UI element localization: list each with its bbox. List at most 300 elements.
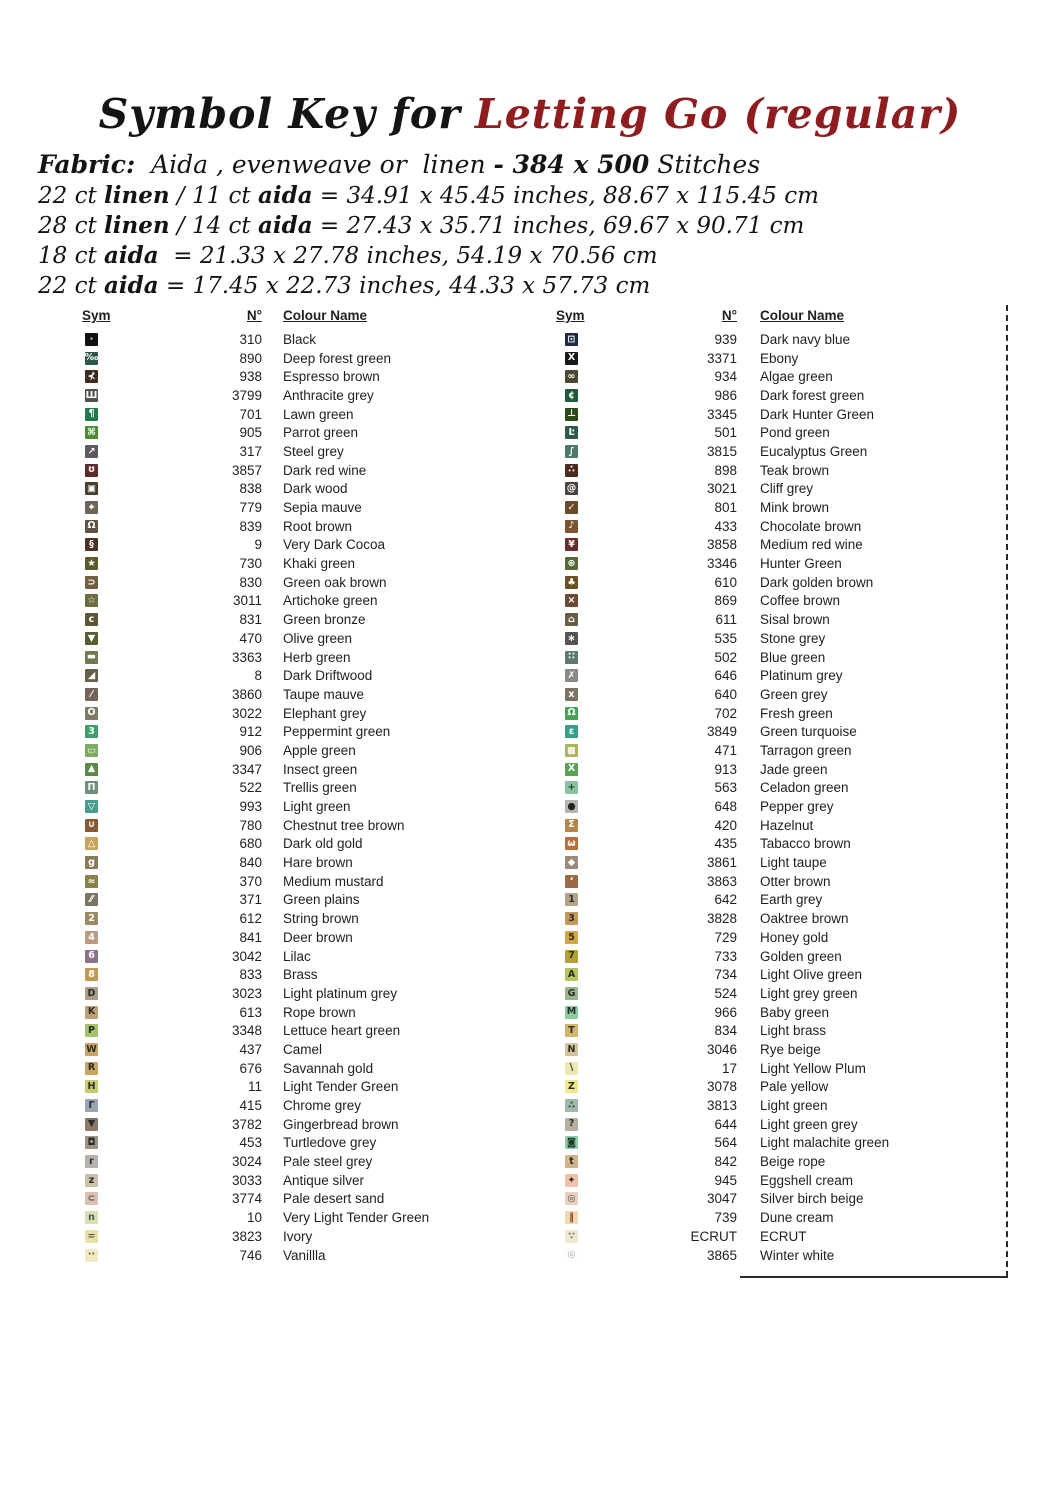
color-name: Dark Driftwood <box>283 668 373 684</box>
symbol-swatch: ∴ <box>565 1099 578 1112</box>
symbol-swatch: Ш <box>85 389 98 401</box>
floss-number: 3011 <box>232 593 262 609</box>
color-row <box>556 797 889 816</box>
color-row <box>556 610 889 629</box>
symbol-swatch: ‘ <box>565 875 578 888</box>
floss-number: 644 <box>714 1116 737 1132</box>
symbol-swatch: ‰ <box>85 352 98 364</box>
floss-number: 3861 <box>706 855 737 871</box>
color-name: Chocolate brown <box>760 518 862 534</box>
floss-number: 3346 <box>706 556 737 572</box>
color-row <box>82 330 429 349</box>
floss-number: 3828 <box>706 911 737 927</box>
symbol-swatch: Z <box>565 1080 578 1093</box>
color-name: Medium mustard <box>283 873 384 889</box>
color-name: Light taupe <box>760 855 827 871</box>
symbol-swatch: A <box>565 968 578 981</box>
color-row <box>556 461 889 480</box>
fabric-bold-text: aida <box>104 272 159 299</box>
color-row <box>82 741 429 760</box>
dashed-page-edge-line <box>1006 305 1008 1277</box>
floss-number: 3024 <box>231 1154 262 1170</box>
color-row <box>82 1190 429 1209</box>
color-row <box>82 1078 429 1097</box>
floss-number: 831 <box>239 612 262 628</box>
symbol-swatch: ⌖ <box>85 501 98 514</box>
color-row <box>82 1115 429 1134</box>
color-name: Dark wood <box>283 481 348 497</box>
color-name: Ebony <box>760 350 799 366</box>
color-row <box>556 1208 889 1227</box>
color-name: String brown <box>283 911 359 927</box>
color-name: Algae green <box>760 369 833 385</box>
floss-number: 3782 <box>231 1116 262 1132</box>
symbol-swatch: X <box>565 352 578 365</box>
color-name: Green plains <box>283 892 360 908</box>
color-row <box>82 648 429 667</box>
symbol-swatch: P <box>85 1024 98 1037</box>
floss-number: 834 <box>714 1023 737 1039</box>
color-row <box>82 685 429 704</box>
color-row <box>82 928 429 947</box>
floss-number: 912 <box>239 724 262 740</box>
color-row <box>82 872 429 891</box>
symbol-swatch: T <box>565 1024 578 1037</box>
symbol-swatch: ▬ <box>85 651 98 664</box>
color-row <box>556 423 889 442</box>
color-row <box>556 648 889 667</box>
color-row <box>556 685 889 704</box>
symbol-swatch: 2 <box>85 912 98 925</box>
color-row <box>556 1115 889 1134</box>
color-name: Pale steel grey <box>283 1154 373 1170</box>
color-row <box>82 405 429 424</box>
color-name: Dune cream <box>760 1210 834 1226</box>
color-row <box>82 629 429 648</box>
color-row <box>82 554 429 573</box>
symbol-swatch: ⊛ <box>565 557 578 570</box>
color-row <box>556 1021 889 1040</box>
symbol-swatch: Σ <box>565 819 578 832</box>
fabric-text: Aida , evenweave or linen <box>135 150 494 179</box>
symbol-swatch: X <box>565 763 578 776</box>
floss-number: 3858 <box>706 537 737 553</box>
color-name: Olive green <box>283 630 353 646</box>
color-row <box>82 1059 429 1078</box>
symbol-swatch: ■ <box>565 744 578 757</box>
color-row <box>82 816 429 835</box>
symbol-swatch: ∗ <box>565 632 578 645</box>
symbol-swatch: ω <box>565 837 578 850</box>
color-row <box>82 480 429 499</box>
title-pattern-name: Letting Go (regular) <box>474 90 962 138</box>
color-name: Teak brown <box>760 462 830 478</box>
color-name: Elephant grey <box>283 705 367 721</box>
floss-number: 501 <box>714 425 737 441</box>
color-row <box>556 1246 889 1265</box>
floss-number: 3849 <box>706 724 737 740</box>
color-name: Green bronze <box>283 612 366 628</box>
symbol-swatch: ▽ <box>85 800 98 813</box>
symbol-swatch: ∷ <box>565 651 578 664</box>
floss-number: 3863 <box>706 873 737 889</box>
header-colour-name: Colour Name <box>283 308 368 323</box>
color-row <box>556 517 889 536</box>
color-row <box>82 442 429 461</box>
floss-number: 420 <box>714 817 737 833</box>
symbol-swatch: ʊ <box>85 464 98 477</box>
color-name: Vanillla <box>283 1247 326 1263</box>
floss-number: 522 <box>239 780 262 796</box>
symbol-swatch: O <box>85 707 98 720</box>
color-name: Light green <box>283 799 351 815</box>
symbol-swatch: Ω <box>85 520 98 533</box>
color-name: Dark old gold <box>283 836 363 852</box>
color-name: Mink brown <box>760 500 830 516</box>
floss-number: 3046 <box>706 1041 737 1057</box>
color-row <box>82 536 429 555</box>
color-name: Medium red wine <box>760 537 863 553</box>
color-row <box>556 816 889 835</box>
color-row <box>556 442 889 461</box>
table-bottom-rule <box>740 1276 1008 1278</box>
color-name: Sisal brown <box>760 612 830 628</box>
header-number: N° <box>721 308 737 323</box>
floss-number: 830 <box>239 574 262 590</box>
floss-number: 3023 <box>231 985 262 1001</box>
color-name: Blue green <box>760 649 826 665</box>
symbol-swatch: ↗ <box>85 445 98 458</box>
floss-number: 905 <box>239 425 262 441</box>
floss-number: 702 <box>714 705 737 721</box>
symbol-swatch: c <box>85 613 98 626</box>
symbol-swatch: G <box>565 987 578 1000</box>
symbol-swatch: x <box>565 688 578 701</box>
symbol-swatch: ◎ <box>565 1249 578 1262</box>
symbol-swatch: 3 <box>85 725 98 738</box>
color-name: Coffee brown <box>760 593 841 609</box>
symbol-swatch: ▲ <box>85 763 98 776</box>
color-row <box>82 367 429 386</box>
symbol-key-column-right <box>556 308 889 1264</box>
color-row <box>556 386 889 405</box>
color-row <box>556 666 889 685</box>
fabric-spec-line <box>38 211 1028 241</box>
color-row <box>82 704 429 723</box>
symbol-swatch: ⊃ <box>85 576 98 589</box>
fabric-bold-text: - 384 x 500 <box>493 150 650 179</box>
color-name: Dark navy blue <box>760 331 851 347</box>
symbol-swatch: 4 <box>85 931 98 944</box>
color-name: Light Olive green <box>760 967 863 983</box>
header-sym: Sym <box>556 308 585 323</box>
color-row <box>556 760 889 779</box>
table-header <box>556 308 889 330</box>
floss-number: 898 <box>714 462 737 478</box>
symbol-swatch: Π <box>85 781 98 794</box>
color-name: Honey gold <box>760 929 829 945</box>
color-name: Steel grey <box>283 443 344 459</box>
symbol-swatch: ◆ <box>565 856 578 869</box>
floss-number: 433 <box>714 518 737 534</box>
floss-number: 938 <box>239 369 262 385</box>
symbol-swatch: ∫ <box>565 445 578 458</box>
color-row <box>556 891 889 910</box>
symbol-swatch: Ω <box>565 707 578 720</box>
fabric-bold-text: Fabric: <box>38 150 136 179</box>
color-row <box>82 498 429 517</box>
table-rows-right <box>556 330 889 1264</box>
color-name: Hazelnut <box>760 817 814 833</box>
floss-number: 680 <box>239 836 262 852</box>
floss-number: 966 <box>714 1004 737 1020</box>
table-header <box>82 308 429 330</box>
color-row <box>82 965 429 984</box>
color-name: Light grey green <box>760 985 858 1001</box>
symbol-swatch: ▼ <box>85 632 98 645</box>
floss-number: ECRUT <box>690 1228 737 1244</box>
color-row <box>556 405 889 424</box>
symbol-swatch: 3 <box>565 912 578 925</box>
color-name: Very Light Tender Green <box>283 1210 430 1226</box>
color-row <box>82 1208 429 1227</box>
symbol-swatch: ∴ <box>565 464 578 477</box>
fabric-text: = 17.45 x 22.73 inches, 44.33 x 57.73 cm <box>158 273 651 299</box>
color-name: Brass <box>283 967 318 983</box>
color-name: Stone grey <box>760 630 826 646</box>
color-name: Dark golden brown <box>760 574 874 590</box>
color-row <box>82 760 429 779</box>
floss-number: 10 <box>246 1210 262 1226</box>
floss-number: 502 <box>714 649 737 665</box>
color-name: Green turquoise <box>760 724 857 740</box>
color-name: Savannah gold <box>283 1060 374 1076</box>
floss-number: 729 <box>714 929 737 945</box>
color-name: ECRUT <box>760 1228 807 1244</box>
floss-number: 842 <box>714 1154 737 1170</box>
floss-number: 471 <box>714 742 737 758</box>
color-name: Green oak brown <box>283 574 387 590</box>
floss-number: 939 <box>714 331 737 347</box>
symbol-swatch: § <box>85 538 98 551</box>
color-row <box>556 835 889 854</box>
symbol-swatch: ¥ <box>565 538 578 551</box>
color-name: Turtledove grey <box>283 1135 377 1151</box>
fabric-bold-text: linen <box>104 182 170 209</box>
fabric-text: / 14 ct <box>169 213 258 239</box>
color-name: Silver birch beige <box>760 1191 864 1207</box>
symbol-swatch: ▼ <box>85 1118 98 1131</box>
color-row <box>556 1227 889 1246</box>
color-row <box>82 891 429 910</box>
color-name: Apple green <box>283 742 356 758</box>
symbol-swatch: · <box>85 333 98 346</box>
floss-number: 906 <box>239 742 262 758</box>
fabric-bold-text: aida <box>257 212 313 239</box>
symbol-swatch: @ <box>566 483 577 495</box>
color-name: Antique silver <box>283 1172 365 1188</box>
floss-number: 8 <box>254 668 262 684</box>
header-number: N° <box>246 308 262 323</box>
color-row <box>556 554 889 573</box>
symbol-swatch: H <box>85 1080 98 1093</box>
color-name: Dark Hunter Green <box>760 406 875 422</box>
color-name: Deep forest green <box>283 350 392 366</box>
table-rows-left <box>82 330 429 1264</box>
color-row <box>556 367 889 386</box>
floss-number: 3347 <box>231 761 262 777</box>
symbol-swatch: ¢ <box>565 389 578 402</box>
floss-number: 839 <box>239 518 262 534</box>
color-name: Oaktree brown <box>760 911 849 927</box>
fabric-bold-text: linen <box>104 212 170 239</box>
color-name: Lawn green <box>283 406 354 422</box>
floss-number: 3348 <box>231 1023 262 1039</box>
color-name: Golden green <box>760 948 842 964</box>
color-name: Insect green <box>283 761 358 777</box>
color-row <box>556 1059 889 1078</box>
color-name: Light brass <box>760 1023 827 1039</box>
color-row <box>556 984 889 1003</box>
floss-number: 841 <box>239 929 262 945</box>
color-row <box>82 1021 429 1040</box>
color-row <box>556 480 889 499</box>
color-name: Light platinum grey <box>283 985 398 1001</box>
symbol-swatch: + <box>565 781 578 794</box>
color-row <box>556 592 889 611</box>
color-row <box>556 1003 889 1022</box>
symbol-swatch: × <box>565 594 578 607</box>
floss-number: 370 <box>239 873 262 889</box>
color-row <box>556 872 889 891</box>
floss-number: 640 <box>714 686 737 702</box>
fabric-text: 22 ct <box>38 183 105 209</box>
symbol-swatch: ✗ <box>565 669 578 682</box>
symbol-swatch: ≈ <box>85 875 98 888</box>
color-name: Rye beige <box>760 1041 821 1057</box>
color-row <box>556 629 889 648</box>
floss-number: 371 <box>239 892 262 908</box>
color-row <box>82 835 429 854</box>
fabric-info-block <box>38 150 1028 301</box>
symbol-swatch: ? <box>565 1118 578 1131</box>
fabric-spec-line <box>38 271 1028 301</box>
color-row <box>82 1152 429 1171</box>
color-row <box>82 1040 429 1059</box>
symbol-swatch: ⌂ <box>565 613 578 626</box>
color-row <box>556 853 889 872</box>
color-row <box>556 779 889 798</box>
page-title <box>0 92 1060 137</box>
color-row <box>556 1078 889 1097</box>
symbol-swatch: ⌘ <box>85 426 98 439</box>
color-row <box>82 984 429 1003</box>
fabric-text: = 27.43 x 35.71 inches, 69.67 x 90.71 cm <box>312 213 805 239</box>
color-name: Pepper grey <box>760 799 834 815</box>
color-row <box>82 1171 429 1190</box>
floss-number: 3078 <box>706 1079 737 1095</box>
color-name: Espresso brown <box>283 369 380 385</box>
symbol-swatch: ¶ <box>85 408 98 421</box>
color-row <box>82 1096 429 1115</box>
color-name: Pond green <box>760 425 830 441</box>
floss-number: 3860 <box>231 686 262 702</box>
floss-number: 779 <box>239 500 262 516</box>
floss-number: 563 <box>714 780 737 796</box>
color-name: Peppermint green <box>283 724 391 740</box>
floss-number: 646 <box>714 668 737 684</box>
floss-number: 3813 <box>706 1098 737 1114</box>
color-row <box>556 1152 889 1171</box>
color-name: Green grey <box>760 686 828 702</box>
symbol-swatch: ⊂ <box>85 1192 98 1205</box>
color-name: Parrot green <box>283 425 359 441</box>
symbol-swatch: 1 <box>565 893 578 906</box>
symbol-swatch: △ <box>85 837 98 850</box>
color-name: Black <box>283 331 317 347</box>
color-row <box>82 666 429 685</box>
color-name: Otter brown <box>760 873 831 889</box>
floss-number: 3345 <box>706 406 737 422</box>
color-name: Taupe mauve <box>283 686 365 702</box>
floss-number: 317 <box>239 443 262 459</box>
color-row <box>82 386 429 405</box>
fabric-text: / 11 ct <box>169 183 258 209</box>
color-name: Hare brown <box>283 855 353 871</box>
color-row <box>82 1227 429 1246</box>
symbol-swatch: W <box>86 1043 97 1055</box>
color-name: Chestnut tree brown <box>283 817 405 833</box>
symbol-swatch: R <box>85 1062 98 1075</box>
color-name: Khaki green <box>283 556 356 572</box>
fabric-spec-line <box>38 150 1028 180</box>
color-row <box>82 797 429 816</box>
color-row <box>556 1040 889 1059</box>
color-name: Celadon green <box>760 780 849 796</box>
floss-number: 611 <box>715 612 737 628</box>
color-name: Chrome grey <box>283 1098 362 1114</box>
floss-number: 945 <box>714 1172 737 1188</box>
color-name: Eucalyptus Green <box>760 443 868 459</box>
symbol-swatch: ⁄ <box>85 688 98 701</box>
color-row <box>556 909 889 928</box>
color-row <box>82 909 429 928</box>
symbol-swatch: ✓ <box>565 501 578 514</box>
floss-number: 730 <box>239 556 262 572</box>
floss-number: 733 <box>714 948 737 964</box>
symbol-swatch: ◎ <box>565 1192 578 1205</box>
color-name: Pale desert sand <box>283 1191 385 1207</box>
floss-number: 913 <box>714 761 737 777</box>
color-name: Dark red wine <box>283 462 367 478</box>
symbol-swatch: ♣ <box>565 576 578 589</box>
symbol-swatch: ◘ <box>85 1136 98 1149</box>
color-name: Earth grey <box>760 892 823 908</box>
floss-number: 437 <box>239 1041 262 1057</box>
color-row <box>82 349 429 368</box>
color-row <box>556 1134 889 1153</box>
color-name: Jade green <box>760 761 828 777</box>
floss-number: 310 <box>239 331 262 347</box>
floss-number: 869 <box>714 593 737 609</box>
color-name: Platinum grey <box>760 668 843 684</box>
symbol-swatch: ⁄⁄ <box>85 893 98 906</box>
color-row <box>556 1096 889 1115</box>
color-row <box>82 592 429 611</box>
color-row <box>82 779 429 798</box>
header-colour-name: Colour Name <box>760 308 845 323</box>
floss-number: 648 <box>714 799 737 815</box>
